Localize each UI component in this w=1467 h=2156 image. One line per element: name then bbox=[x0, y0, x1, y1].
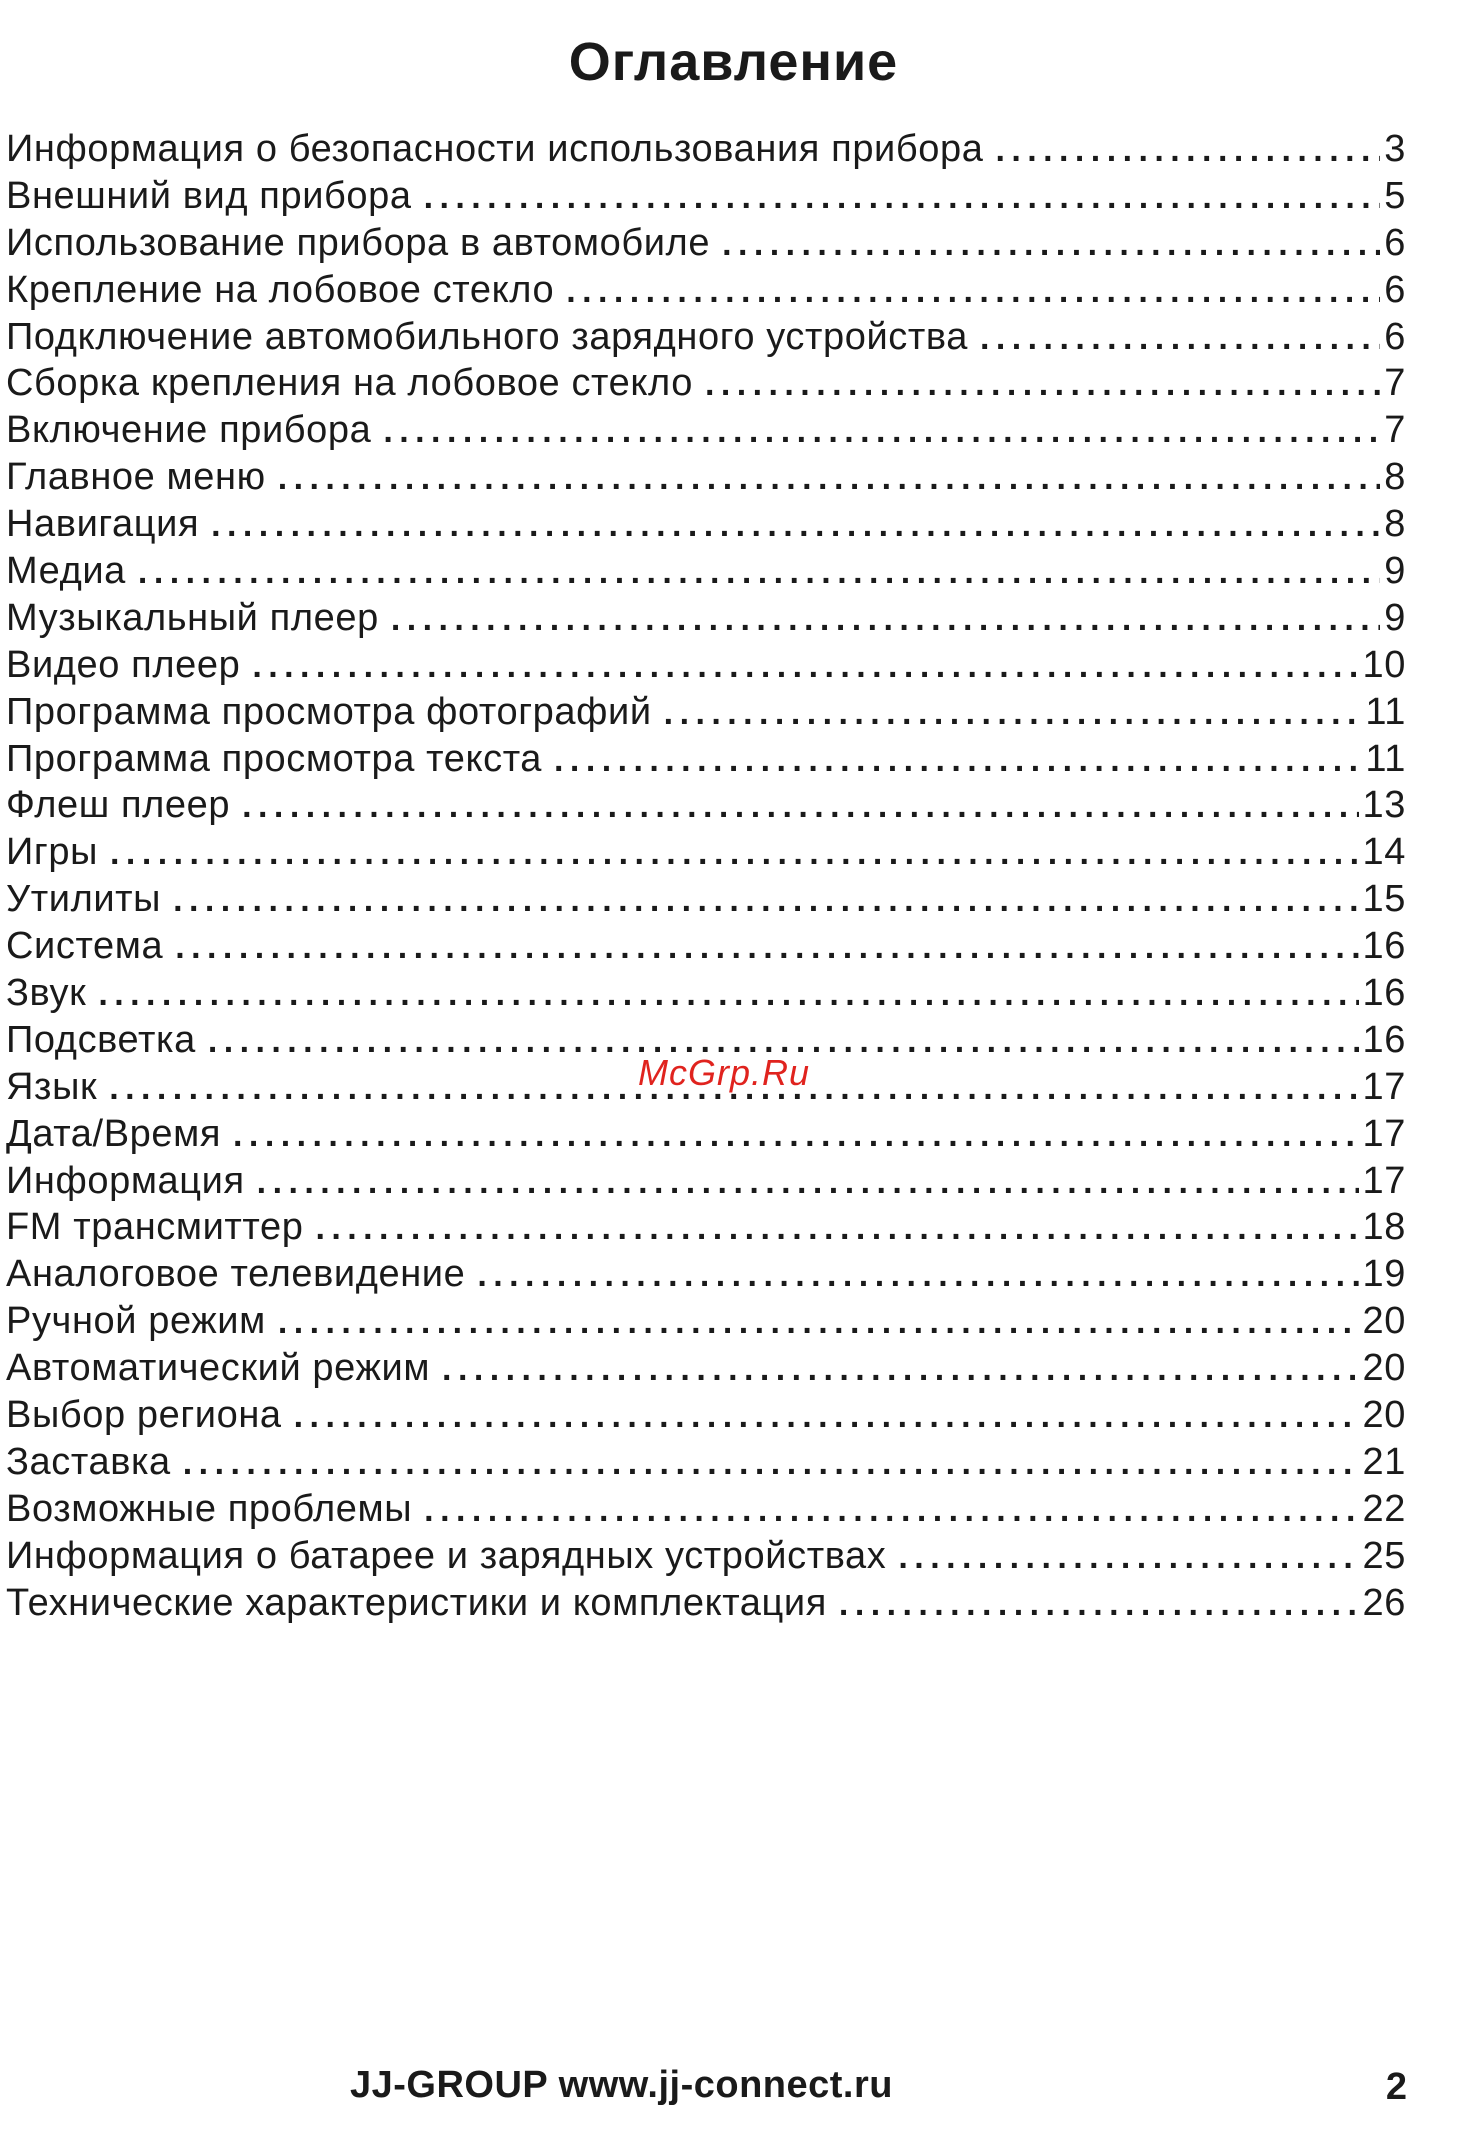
toc-entry-page: 6 bbox=[1384, 268, 1406, 311]
toc-entry-page: 10 bbox=[1362, 643, 1406, 686]
toc-entry-label: Флеш плеер bbox=[6, 784, 231, 827]
toc-entry[interactable] bbox=[6, 923, 1406, 970]
toc-entry[interactable] bbox=[6, 595, 1406, 642]
toc-entry[interactable] bbox=[6, 126, 1406, 173]
toc-entry-page: 11 bbox=[1365, 690, 1406, 733]
toc-entry[interactable] bbox=[6, 1486, 1406, 1533]
toc-entry[interactable] bbox=[6, 1204, 1406, 1251]
toc-dot-leader bbox=[664, 690, 1362, 737]
toc-entry[interactable] bbox=[6, 360, 1406, 407]
toc-entry-label: Использование прибора в автомобиле bbox=[6, 221, 711, 264]
toc-dot-leader bbox=[554, 737, 1361, 784]
toc-entry-label: Язык bbox=[6, 1065, 98, 1108]
toc-entry-page: 17 bbox=[1362, 1159, 1406, 1202]
toc-entry-page: 16 bbox=[1362, 925, 1406, 968]
toc-entry[interactable] bbox=[6, 407, 1406, 454]
toc-entry[interactable] bbox=[6, 1298, 1406, 1345]
toc-entry-page: 20 bbox=[1362, 1347, 1406, 1390]
toc-entry-label: Внешний вид прибора bbox=[6, 174, 412, 217]
toc-entry[interactable] bbox=[6, 314, 1406, 361]
toc-entry[interactable] bbox=[6, 736, 1406, 783]
toc-entry-label: Сборка крепления на лобовое стекло bbox=[6, 362, 693, 405]
toc-entry[interactable] bbox=[6, 501, 1406, 548]
toc-entry-label: Возможные проблемы bbox=[6, 1487, 413, 1530]
toc-entry[interactable] bbox=[6, 642, 1406, 689]
toc-entry-label: Крепление на лобовое стекло bbox=[6, 268, 555, 311]
toc-entry-page: 14 bbox=[1362, 831, 1406, 874]
toc-entry-page: 15 bbox=[1362, 878, 1406, 921]
toc-entry-page: 20 bbox=[1362, 1394, 1406, 1437]
toc-dot-leader bbox=[242, 783, 1358, 830]
toc-dot-leader bbox=[233, 1112, 1359, 1159]
toc-dot-leader bbox=[995, 127, 1380, 174]
toc-entry[interactable] bbox=[6, 1251, 1406, 1298]
toc-entry-page: 16 bbox=[1362, 972, 1406, 1015]
toc-entry-label: Медиа bbox=[6, 550, 126, 593]
toc-entry-page: 18 bbox=[1362, 1206, 1406, 1249]
toc-dot-leader bbox=[257, 1159, 1359, 1206]
toc-entry[interactable] bbox=[6, 1533, 1406, 1580]
toc-dot-leader bbox=[294, 1393, 1359, 1440]
toc-entry-label: Заставка bbox=[6, 1440, 171, 1483]
toc-entry-page: 6 bbox=[1384, 315, 1406, 358]
toc-dot-leader bbox=[110, 830, 1359, 877]
watermark: McGrp.Ru bbox=[638, 1052, 811, 1093]
toc-dot-leader bbox=[980, 315, 1380, 362]
toc-entry-label: FM трансмиттер bbox=[6, 1206, 304, 1249]
toc-dot-leader bbox=[898, 1534, 1358, 1581]
toc-entry-page: 20 bbox=[1362, 1300, 1406, 1343]
toc-entry-label: Информация о батарее и зарядных устройствах bbox=[6, 1534, 887, 1577]
toc-dot-leader bbox=[424, 174, 1381, 221]
toc-entry-label: Звук bbox=[6, 972, 87, 1015]
toc-entry-label: Подключение автомобильного зарядного устройства bbox=[6, 315, 968, 358]
toc-entry-label: Включение прибора bbox=[6, 409, 372, 452]
toc-entry-page: 25 bbox=[1362, 1534, 1406, 1577]
toc-entry[interactable] bbox=[6, 454, 1406, 501]
toc-entry-label: Дата/Время bbox=[6, 1112, 222, 1155]
toc-entry[interactable] bbox=[6, 970, 1406, 1017]
toc-dot-leader bbox=[722, 221, 1380, 268]
toc-entry-page: 8 bbox=[1384, 503, 1406, 546]
toc-dot-leader bbox=[138, 549, 1380, 596]
toc-entry[interactable] bbox=[6, 548, 1406, 595]
toc-dot-leader bbox=[424, 1487, 1358, 1534]
toc-dot-leader bbox=[705, 361, 1380, 408]
toc-dot-leader bbox=[175, 924, 1358, 971]
toc-entry-label: Информация bbox=[6, 1159, 245, 1202]
toc-entry-page: 21 bbox=[1362, 1440, 1406, 1483]
toc-entry-page: 8 bbox=[1384, 456, 1406, 499]
toc-entry-page: 22 bbox=[1362, 1487, 1406, 1530]
page-title: Оглавление bbox=[568, 32, 899, 93]
toc-entry[interactable] bbox=[6, 173, 1406, 220]
toc-entry-page: 7 bbox=[1384, 362, 1406, 405]
toc-entry-page: 17 bbox=[1362, 1112, 1406, 1155]
toc-entry-label: Аналоговое телевидение bbox=[6, 1253, 466, 1296]
toc-dot-leader bbox=[839, 1581, 1359, 1628]
toc-dot-leader bbox=[477, 1252, 1358, 1299]
toc-dot-leader bbox=[383, 408, 1380, 455]
toc-entry[interactable] bbox=[6, 1111, 1406, 1158]
toc-entry[interactable] bbox=[6, 689, 1406, 736]
toc-dot-leader bbox=[183, 1440, 1359, 1487]
toc-entry-label: Информация о безопасности использования прибора bbox=[6, 128, 984, 170]
toc-dot-leader bbox=[391, 596, 1380, 643]
toc-entry-label: Навигация bbox=[6, 503, 200, 546]
toc-entry[interactable] bbox=[6, 1580, 1406, 1627]
toc-entry-page: 11 bbox=[1365, 737, 1406, 780]
toc-entry-label: Игры bbox=[6, 831, 99, 874]
toc-entry[interactable] bbox=[6, 1158, 1406, 1205]
toc-dot-leader bbox=[278, 1299, 1359, 1346]
toc-dot-leader bbox=[252, 643, 1358, 690]
toc-dot-leader bbox=[211, 502, 1380, 549]
toc-entry-label: Главное меню bbox=[6, 456, 266, 499]
toc-entry[interactable] bbox=[6, 267, 1406, 314]
toc-entry-label: Технические характеристики и комплектация bbox=[6, 1581, 827, 1624]
toc-entry-page: 7 bbox=[1384, 409, 1406, 452]
toc-entry[interactable] bbox=[6, 829, 1406, 876]
toc-entry-label: Подсветка bbox=[6, 1018, 196, 1061]
toc-entry-page: 16 bbox=[1362, 1018, 1406, 1061]
toc-entry-label: Утилиты bbox=[6, 878, 162, 921]
toc-entry-page: 26 bbox=[1362, 1581, 1406, 1624]
toc-entry-label: Видео плеер bbox=[6, 643, 241, 686]
toc-entry-label: Программа просмотра текста bbox=[6, 737, 543, 780]
toc-dot-leader bbox=[442, 1346, 1358, 1393]
toc-entry[interactable] bbox=[6, 782, 1406, 829]
toc-dot-leader bbox=[98, 971, 1358, 1018]
toc-entry-page: 17 bbox=[1362, 1065, 1406, 1108]
table-of-contents bbox=[6, 126, 1406, 1627]
toc-entry-label: Выбор региона bbox=[6, 1394, 282, 1437]
footer-brand: JJ-GROUP www.jj-connect.ru bbox=[350, 2064, 893, 2106]
toc-entry-label: Ручной режим bbox=[6, 1300, 266, 1343]
toc-entry-page: 5 bbox=[1384, 174, 1406, 217]
toc-entry-page: 9 bbox=[1384, 550, 1406, 593]
toc-entry[interactable] bbox=[6, 1439, 1406, 1486]
toc-entry[interactable] bbox=[6, 220, 1406, 267]
toc-dot-leader bbox=[278, 455, 1381, 502]
toc-dot-leader bbox=[173, 877, 1358, 924]
toc-entry[interactable] bbox=[6, 876, 1406, 923]
toc-entry-label: Программа просмотра фотографий bbox=[6, 690, 652, 733]
toc-entry-label: Система bbox=[6, 925, 164, 968]
toc-entry-page: 6 bbox=[1384, 221, 1406, 264]
footer-page-number: 2 bbox=[1385, 2066, 1407, 2108]
toc-entry-page: 9 bbox=[1384, 596, 1406, 639]
toc-entry-label: Автоматический режим bbox=[6, 1347, 431, 1390]
toc-entry[interactable] bbox=[6, 1345, 1406, 1392]
toc-entry[interactable] bbox=[6, 1392, 1406, 1439]
toc-entry-page: 13 bbox=[1362, 784, 1406, 827]
toc-entry-page: 3 bbox=[1384, 128, 1406, 170]
toc-entry-label: Музыкальный плеер bbox=[6, 596, 379, 639]
toc-entry-page: 19 bbox=[1362, 1253, 1406, 1296]
toc-dot-leader bbox=[566, 268, 1380, 315]
toc-dot-leader bbox=[315, 1205, 1358, 1252]
